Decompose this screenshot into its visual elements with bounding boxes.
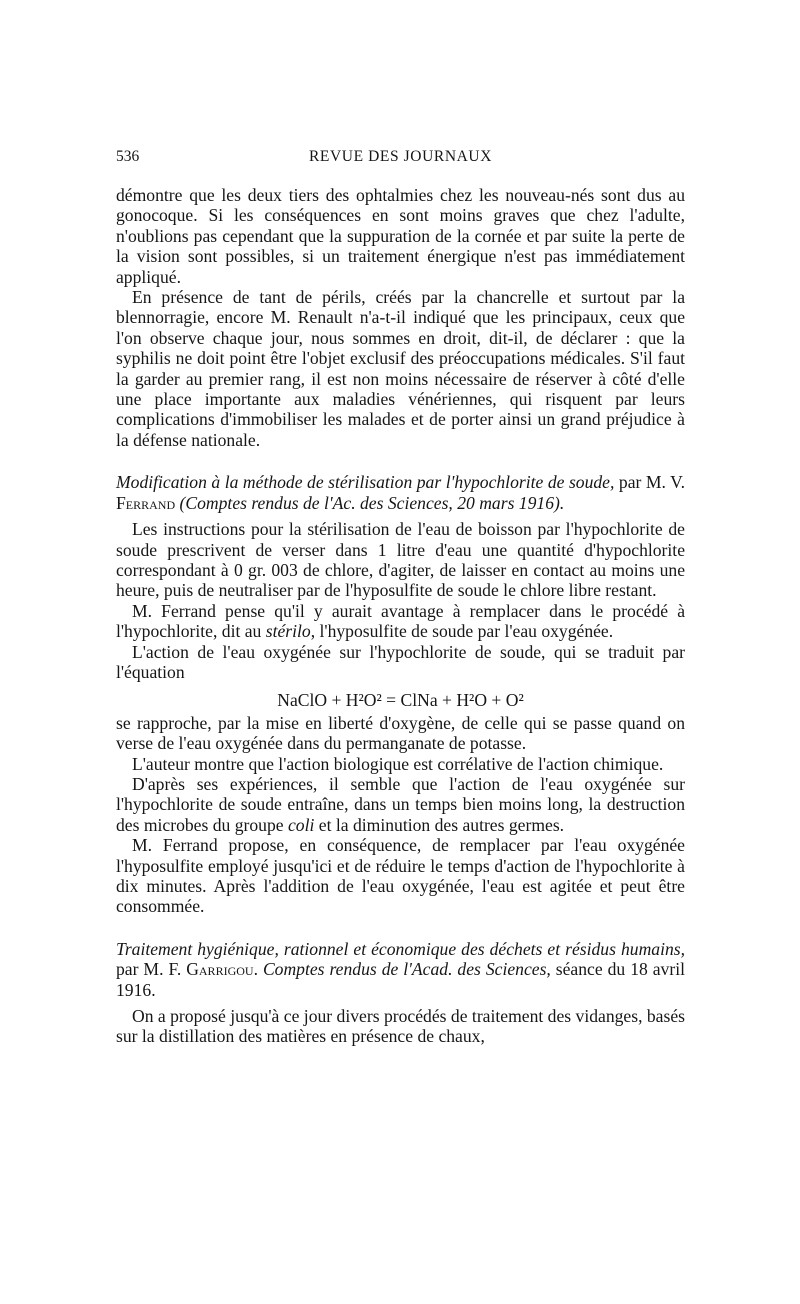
article1-paragraph-3: L'action de l'eau oxygénée sur l'hypochlorite de soude, qui se traduit par l'équation: [116, 641, 685, 682]
chemical-equation: NaClO + H²O² = ClNa + H²O + O²: [277, 690, 524, 711]
byline-2: par M. F.: [116, 959, 182, 980]
author-1: Ferrand: [116, 492, 176, 513]
article1-paragraph-6: D'après ses expériences, il semble que l'action de l'eau oxygénée sur l'hypochlorite de soude entraîne, dans un temps bien moins long, la destruction des microbes du groupe coli et la diminution des autres germes.: [116, 773, 685, 835]
source-1: (Comptes rendus de l'Ac. des Sciences, 20 mars 1916).: [179, 492, 565, 513]
article2-paragraph-1: On a proposé jusqu'à ce jour divers procédés de traitement des vidanges, basés sur la distillation des matières en présence de chaux,: [116, 1006, 685, 1047]
running-title: REVUE DES JOURNAUX: [308, 148, 493, 165]
source-2: Comptes rendus de l'Acad. des Sciences,: [262, 959, 551, 980]
article1-paragraph-2: M. Ferrand pense qu'il y aurait avantage à remplacer dans le procédé à l'hypochlorite, dit au stérilo, l'hyposulfite de soude par l'eau oxygénée.: [116, 600, 685, 642]
article-title-2: Traitement hygiénique, rationnel et économique des déchets et résidus humains,: [116, 938, 685, 959]
coli-term: coli: [288, 814, 315, 835]
article-title-1: Modification à la méthode de stérilisation par l'hypochlorite de soude,: [116, 472, 615, 493]
byline-1: par M. V.: [618, 472, 685, 493]
article-heading-1: [116, 472, 685, 513]
sterilo-term: stérilo: [265, 621, 311, 642]
page-body: [116, 185, 685, 1047]
article1-paragraph-4: se rapproche, par la mise en liberté d'oxygène, de celle qui se passe quand on verse de l'eau oxygénée dans du permanganate de potasse.: [116, 712, 685, 754]
article1-paragraph-1: Les instructions pour la stérilisation de l'eau de boisson par l'hypochlorite de soude prescrivent de verser dans 1 litre d'eau une quantité d'hypochlorite correspondant à 0 gr. 003 de chlore, d'agiter, de laisser en contact au moins une heure, puis de neutraliser par de l'hyposulfite de soude le chlore libre restant.: [116, 519, 685, 601]
page-header: [116, 148, 685, 170]
session-date-2: séance du 18 avril 1916.: [116, 959, 685, 1000]
article-heading-2: Traitement hygiénique, rationnel et économique des déchets et résidus humains, par M. F. Garrigou. Comptes rendus de l'Acad. des Sciences, séance du 18 avril 1916.: [116, 938, 685, 1000]
page-number: 536: [116, 148, 140, 165]
article1-paragraph-5: L'auteur montre que l'action biologique est corrélative de l'action chimique.: [132, 753, 664, 774]
paragraph-renault: En présence de tant de périls, créés par la chancrelle et surtout par la blennorragie, encore M. Renault n'a-t-il indiqué que les principaux, ceux que l'on observe chaque jour, nous sommes en droit, dit-il, de déclarer : que la syphilis ne doit point être l'objet exclusif des préoccupations médicales. S'il faut la garder au premier rang, il est non moins nécessaire de réserver à côté d'elle une place importante aux maladies vénériennes, qui risquent par leurs complications d'immobiliser les malades et de porter ainsi un grand préjudice à la défense nationale.: [116, 287, 685, 450]
article1-paragraph-7: M. Ferrand propose, en conséquence, de remplacer par l'eau oxygénée l'hyposulfite employé jusqu'ici et de réduire le temps d'action de l'hypochlorite à dix minutes. Après l'addition de l'eau oxygénée, l'eau est agitée et peut être consommée.: [116, 835, 685, 917]
paragraph-continued: démontre que les deux tiers des ophtalmies chez les nouveau-nés sont dus au gonocoque. Si les conséquences en sont moins graves que chez l'adulte, n'oublions pas cependant que la suppuration de la cornée et par suite la perte de la vision sont possibles, si un traitement énergique n'est pas immédiatement appliqué.: [116, 185, 685, 287]
author-2: Garrigou: [186, 959, 254, 980]
